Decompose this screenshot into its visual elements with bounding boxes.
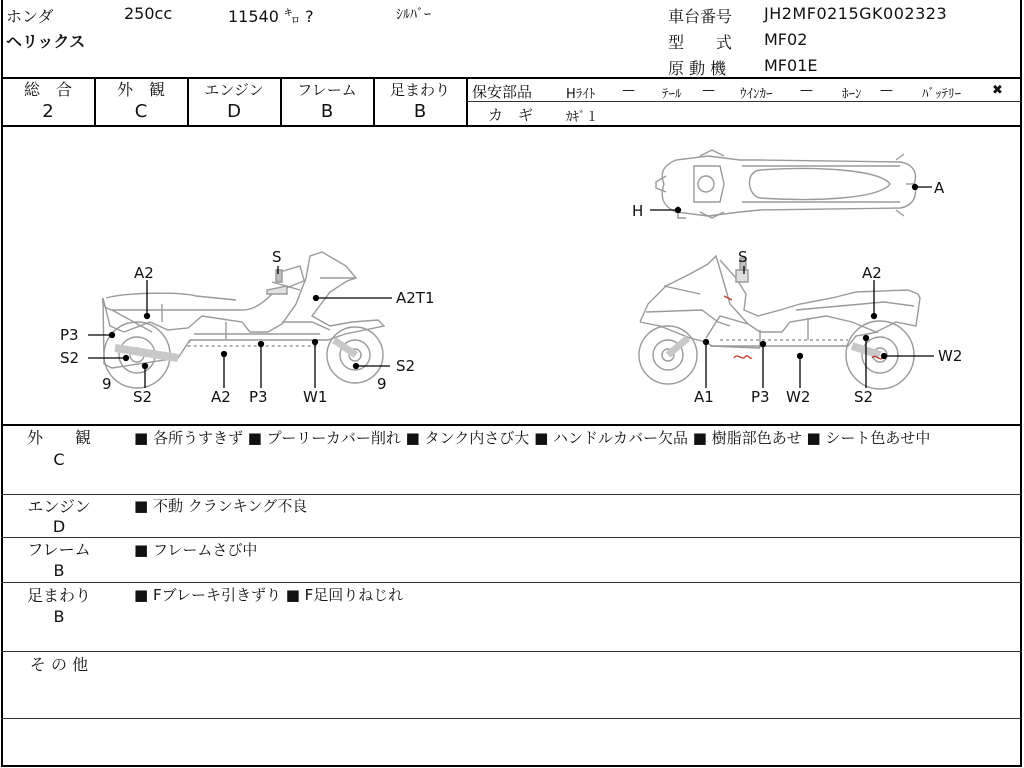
security-title: 保安部品 [472, 83, 533, 101]
grade-exterior-value: C [134, 101, 148, 122]
detail-engine-notes: ■ 不動 クランキング不良 [134, 497, 308, 515]
label-p3-bottom: P3 [249, 388, 268, 406]
security-item-winker: ｳｲﾝｶｰ [740, 87, 773, 102]
grade-engine-label: エンジン [204, 81, 264, 99]
label-a2-left-top: A2 [134, 264, 154, 282]
detail-exterior-label: 外 観 [26, 428, 91, 447]
key-label: カ ギ [488, 106, 534, 124]
label-w2-side: W2 [938, 347, 963, 365]
detail-exterior-grade: C [53, 450, 65, 469]
label-a-top: A [934, 179, 945, 197]
type-value: MF02 [764, 30, 808, 49]
security-item-winker-status: — [800, 83, 813, 98]
security-item-battery-status: ✖ [992, 83, 1003, 98]
model-name: ヘリックス [6, 32, 86, 51]
security-item-headlight: Hﾗｲﾄ [566, 87, 596, 102]
grade-overall-label: 総 合 [23, 80, 72, 99]
label-nine-right: 9 [377, 375, 387, 393]
label-a2t1: A2T1 [396, 289, 435, 307]
divider [1, 582, 1022, 583]
label-nine-left: 9 [102, 375, 112, 393]
grade-exterior-label: 外 観 [116, 80, 165, 99]
detail-frame-notes: ■ フレームさび中 [134, 541, 258, 559]
grade-suspension-value: B [413, 101, 427, 122]
key-value: ｶｷﾞ１ [566, 110, 599, 125]
security-item-horn-status: — [880, 83, 893, 98]
detail-engine-label: エンジン [27, 497, 91, 516]
frame-no: JH2MF0215GK002323 [764, 4, 948, 23]
frame-no-label: 車台番号 [668, 7, 733, 26]
label-a1-bottom: A1 [694, 388, 714, 406]
security-item-headlight-status: — [622, 83, 635, 98]
engine-label: 原 動 機 [668, 59, 727, 78]
label-a2-right-top: A2 [862, 264, 882, 282]
maker: ホンダ [6, 7, 54, 26]
detail-exterior-notes: ■ 各所うすきず ■ プーリーカバー削れ ■ タンク内さび大 ■ ハンドルカバー欠品 ■ 樹脂部色あせ ■ シート色あせ中 [134, 429, 931, 447]
label-w1-bottom: W1 [303, 388, 328, 406]
label-s-left: S [272, 248, 282, 266]
detail-suspension-notes: ■ Fブレーキ引きずり ■ F足回りねじれ [134, 586, 404, 604]
label-a2-bottom: A2 [211, 388, 231, 406]
security-item-tail-status: — [702, 83, 715, 98]
label-s-right: S [738, 248, 748, 266]
detail-other-label: そ の 他 [29, 655, 89, 674]
label-p3-side: P3 [60, 326, 79, 344]
divider [1, 537, 1022, 538]
detail-frame-label: フレーム [27, 540, 91, 559]
top-view [656, 150, 916, 218]
divider [1, 718, 1022, 719]
label-h-top: H [632, 202, 644, 220]
security-item-horn: ﾎｰﾝ [842, 87, 862, 102]
security-item-battery: ﾊﾞｯﾃﾘｰ [922, 87, 961, 102]
scooter-diagrams [0, 126, 1024, 426]
label-s2-right: S2 [396, 357, 416, 375]
body-color: ｼﾙﾊﾞｰ [396, 7, 431, 23]
label-w2-bottom: W2 [786, 388, 811, 406]
label-s2-bottom: S2 [133, 388, 153, 406]
mileage: 11540 ㌔ ? [228, 7, 314, 26]
detail-engine-grade: D [52, 517, 66, 536]
label-p3-bottom-right: P3 [751, 388, 770, 406]
label-s2-bottom-right: S2 [854, 388, 874, 406]
detail-suspension-label: 足まわり [26, 586, 91, 605]
grade-suspension-label: 足まわり [389, 81, 450, 99]
engine-value: MF01E [764, 56, 818, 75]
grade-frame-value: B [320, 101, 334, 122]
grade-frame-label: フレーム [297, 81, 357, 99]
grade-engine-value: D [227, 101, 241, 122]
displacement: 250cc [124, 4, 173, 23]
grade-overall-value: 2 [42, 101, 54, 122]
security-item-tail: ﾃｰﾙ [662, 87, 682, 102]
divider [1, 651, 1022, 652]
detail-suspension-grade: B [53, 607, 65, 626]
detail-frame-grade: B [53, 561, 65, 580]
type-label: 型 式 [668, 33, 733, 52]
label-s2-side: S2 [60, 349, 80, 367]
